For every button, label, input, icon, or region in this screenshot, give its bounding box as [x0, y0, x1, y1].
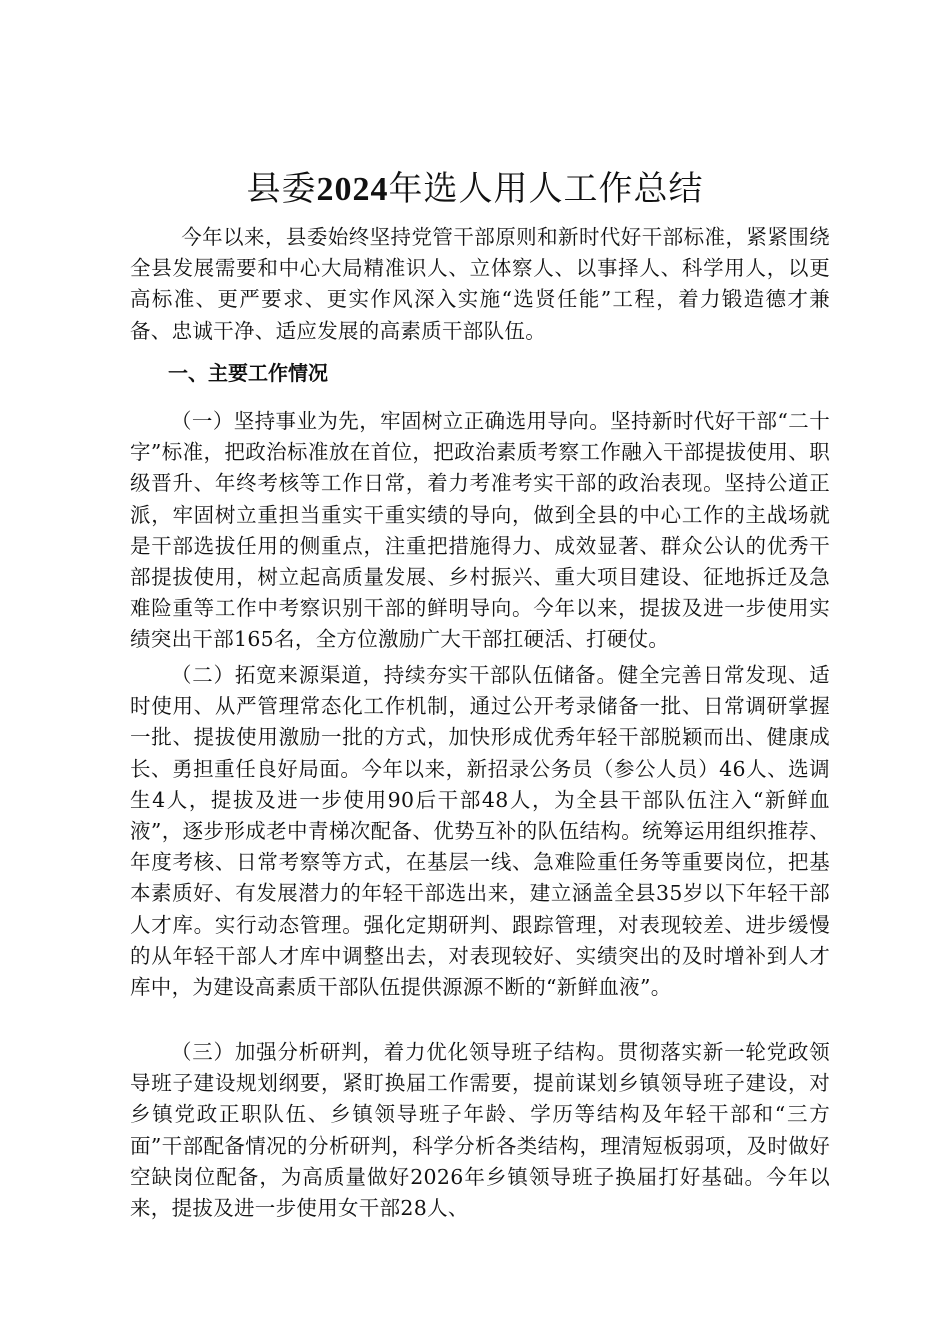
paragraph-2: （二）拓宽来源渠道，持续夯实干部队伍储备。健全完善日常发现、适时使用、从严管理常态化工作机制，通过公开考录储备一批、日常调研掌握一批、提拔使用激励一批的方式，加快形成优秀年轻干部脱颖而出、健康成长、勇担重任良好局面。今年以来，新招录公务员（参公人员）46人、选调生4人，提拔及进一步使用90后干部48人，为全县干部队伍注入“新鲜血液”，逐步形成老中青梯次配备、优势互补的队伍结构。统筹运用组织推荐、年度考核、日常考察等方式，在基层一线、急难险重任务等重要岗位，把基本素质好、有发展潜力的年轻干部选出来，建立涵盖全县35岁以下年轻干部人才库。实行动态管理。强化定期研判、跟踪管理，对表现较差、进步缓慢的从年轻干部人才库中调整出去，对表现较好、实绩突出的及时增补到人才库中，为建设高素质干部队伍提供源源不断的“新鲜血液”。	[130, 663, 830, 1000]
title-year: 2024	[316, 171, 389, 208]
paragraph-1: （一）坚持事业为先，牢固树立正确选用导向。坚持新时代好干部“二十字”标准，把政治标准放在首位，把政治素质考察工作融入干部提拔使用、职级晋升、年终考核等工作日常，着力考准考实干部的政治表现。坚持公道正派，牢固树立重担当重实干重实绩的导向，做到全县的中心工作的主战场就是干部选拔任用的侧重点，注重把措施得力、成效显著、群众公认的优秀干部提拔使用，树立起高质量发展、乡村振兴、重大项目建设、征地拆迁及急难险重等工作中考察识别干部的鲜明导向。今年以来，提拔及进一步使用实绩突出干部165名，全方位激励广大干部扛硬活、打硬仗。	[130, 409, 830, 652]
paragraph-3: （三）加强分析研判，着力优化领导班子结构。贯彻落实新一轮党政领导班子建设规划纲要，紧盯换届工作需要，提前谋划乡镇领导班子建设，对乡镇党政正职队伍、乡镇领导班子年龄、学历等结构及年轻干部和“三方面”干部配备情况的分析研判，科学分析各类结构，理清短板弱项，及时做好空缺岗位配备，为高质量做好2026年乡镇领导班子换届打好基础。今年以来，提拔及进一步使用女干部28人、	[130, 1040, 830, 1221]
section-heading: 一、主要工作情况	[168, 361, 328, 385]
document-title	[0, 166, 950, 213]
intro-paragraph: 今年以来，县委始终坚持党管干部原则和新时代好干部标准，紧紧围绕全县发展需要和中心大局精准识人、立体察人、以事择人、科学用人，以更高标准、更严要求、更实作风深入实施“选贤任能”工程，着力锻造德才兼备、忠诚干净、适应发展的高素质干部队伍。	[130, 225, 830, 343]
title-suffix: 年选人用人工作总结	[388, 169, 704, 209]
title-prefix: 县委	[246, 169, 317, 209]
